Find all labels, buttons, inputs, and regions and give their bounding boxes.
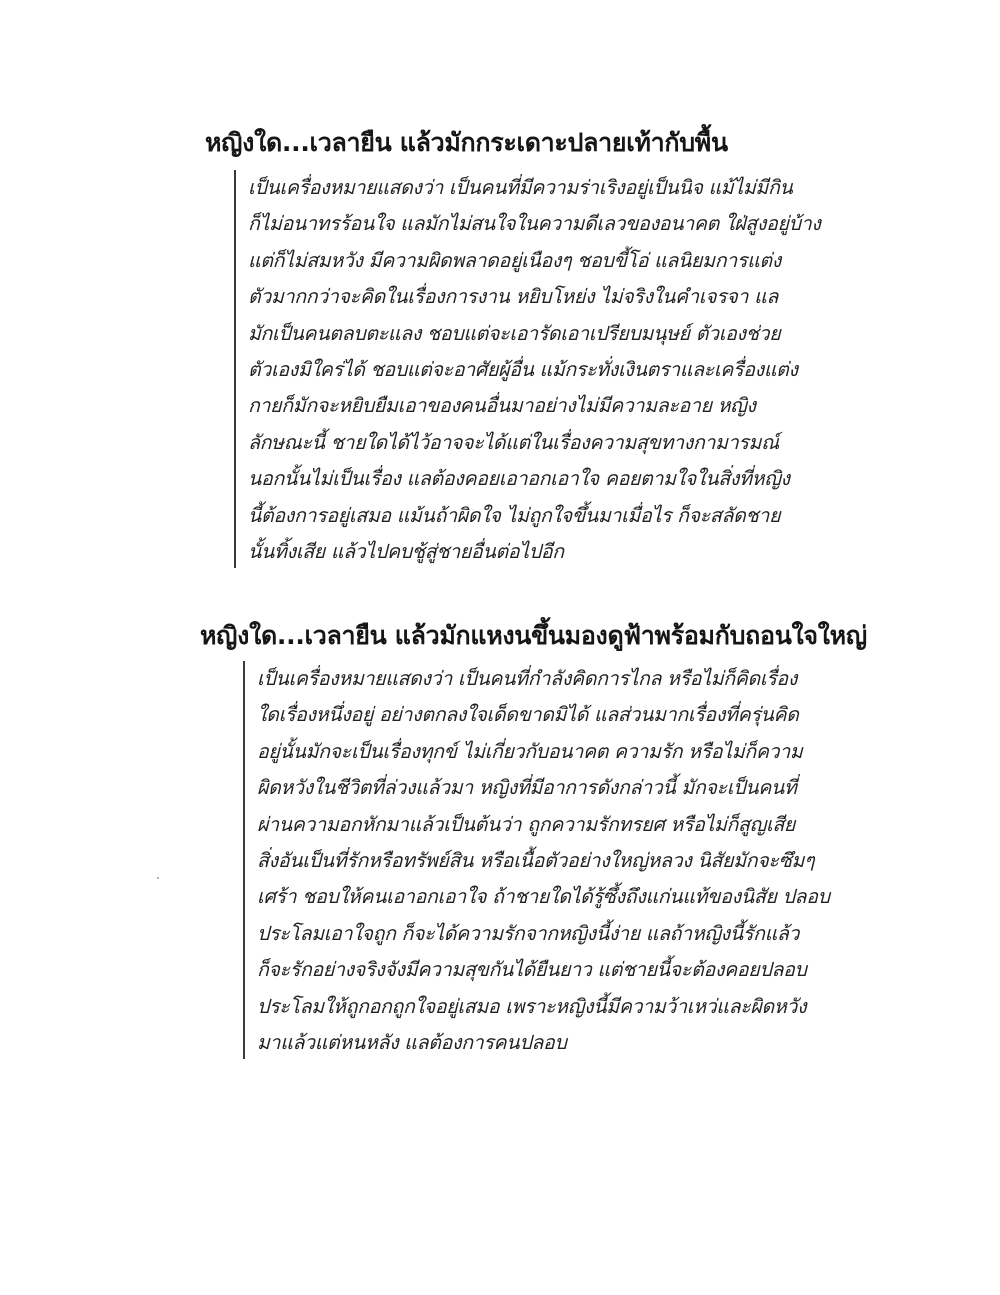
body-line: ประโลมให้ถูกอกถูกใจอยู่เสมอ เพราะหญิงนี้มีความว้าเหว่และผิดหวัง [257, 994, 807, 1018]
body-line: สิ่งอันเป็นที่รักหรือทรัพย์สิน หรือเนื้อตัวอย่างใหญ่หลวง นิสัยมักจะซึมๆ [257, 848, 815, 872]
section-heading: หญิงใด...เวลายืน แล้วมักแหงนขึ้นมองดูฟ้าพร้อมกับถอนใจใหญ่ [200, 621, 867, 650]
body-line: ตัวมากกว่าจะคิดในเรื่องการงาน หยิบโหย่ง ไม่จริงในคำเจรจา แล [248, 285, 779, 309]
body-line: มักเป็นคนตลบตะแลง ชอบแต่จะเอารัดเอาเปรียบมนุษย์ ตัวเองช่วย [248, 321, 781, 345]
body-line: มาแล้วแต่หนหลัง แลต้องการคนปลอบ [257, 1030, 567, 1054]
body-line: เป็นเครื่องหมายแสดงว่า เป็นคนที่กำลังคิดการไกล หรือไม่ก็คิดเรื่อง [257, 667, 798, 690]
body-line: เป็นเครื่องหมายแสดงว่า เป็นคนที่มีความร่าเริงอยู่เป็นนิจ แม้ไม่มีกิน [248, 176, 793, 199]
body-line: แต่ก็ไม่สมหวัง มีความผิดพลาดอยู่เนืองๆ ชอบขี้โอ่ แลนิยมการแต่ง [248, 248, 781, 272]
section-body [243, 661, 830, 1059]
section-body [234, 170, 821, 568]
body-line: ใดเรื่องหนึ่งอยู่ อย่างตกลงใจเด็ดขาดมิได้ แลส่วนมากเรื่องที่ครุ่นคิด [257, 703, 799, 727]
body-line: ก็ไม่อนาทรร้อนใจ แลมักไม่สนใจในความดีเลวของอนาคต ใฝ่สูงอยู่บ้าง [248, 212, 821, 236]
body-line: ผิดหวังในชีวิตที่ล่วงแล้วมา หญิงที่มีอาการดังกล่าวนี้ มักจะเป็นคนที่ [257, 776, 797, 800]
body-line: ผ่านความอกหักมาแล้วเป็นต้นว่า ถูกความรักทรยศ หรือไม่ก็สูญเสีย [257, 812, 796, 836]
body-line: นอกนั้นไม่เป็นเรื่อง แลต้องคอยเอาอกเอาใจ คอยตามใจในสิ่งที่หญิง [248, 467, 790, 491]
body-line: กายก็มักจะหยิบยืมเอาของคนอื่นมาอย่างไม่มีความละอาย หญิง [248, 394, 756, 418]
section-heading: หญิงใด...เวลายืน แล้วมักกระเดาะปลายเท้ากับพื้น [205, 128, 728, 157]
body-line: ตัวเองมิใคร่ได้ ชอบแต่จะอาศัยผู้อื่น แม้กระทั่งเงินตราและเครื่องแต่ง [248, 357, 798, 381]
body-line: นั้นทิ้งเสีย แล้วไปคบชู้สู่ชายอื่นต่อไปอีก [248, 539, 564, 563]
body-line: ลักษณะนี้ ชายใดได้ไว้อาจจะได้แต่ในเรื่องความสุขทางกามารมณ์ [248, 430, 779, 454]
body-line: ประโลมเอาใจถูก ก็จะได้ความรักจากหญิงนี้ง่าย แลถ้าหญิงนี้รักแล้ว [257, 921, 800, 945]
body-line: ก็จะรักอย่างจริงจังมีความสุขกันได้ยืนยาว แต่ชายนี้จะต้องคอยปลอบ [257, 958, 807, 982]
body-line: อยู่นั้นมักจะเป็นเรื่องทุกข์ ไม่เกี่ยวกับอนาคต ความรัก หรือไม่ก็ความ [257, 739, 803, 763]
scan-speck [157, 877, 159, 879]
body-line: เศร้า ชอบให้คนเอาอกเอาใจ ถ้าชายใดได้รู้ซึ้งถึงแก่นแท้ของนิสัย ปลอบ [257, 885, 830, 909]
body-line: นี้ต้องการอยู่เสมอ แม้นถ้าผิดใจ ไม่ถูกใจขึ้นมาเมื่อไร ก็จะสลัดชาย [248, 503, 781, 527]
